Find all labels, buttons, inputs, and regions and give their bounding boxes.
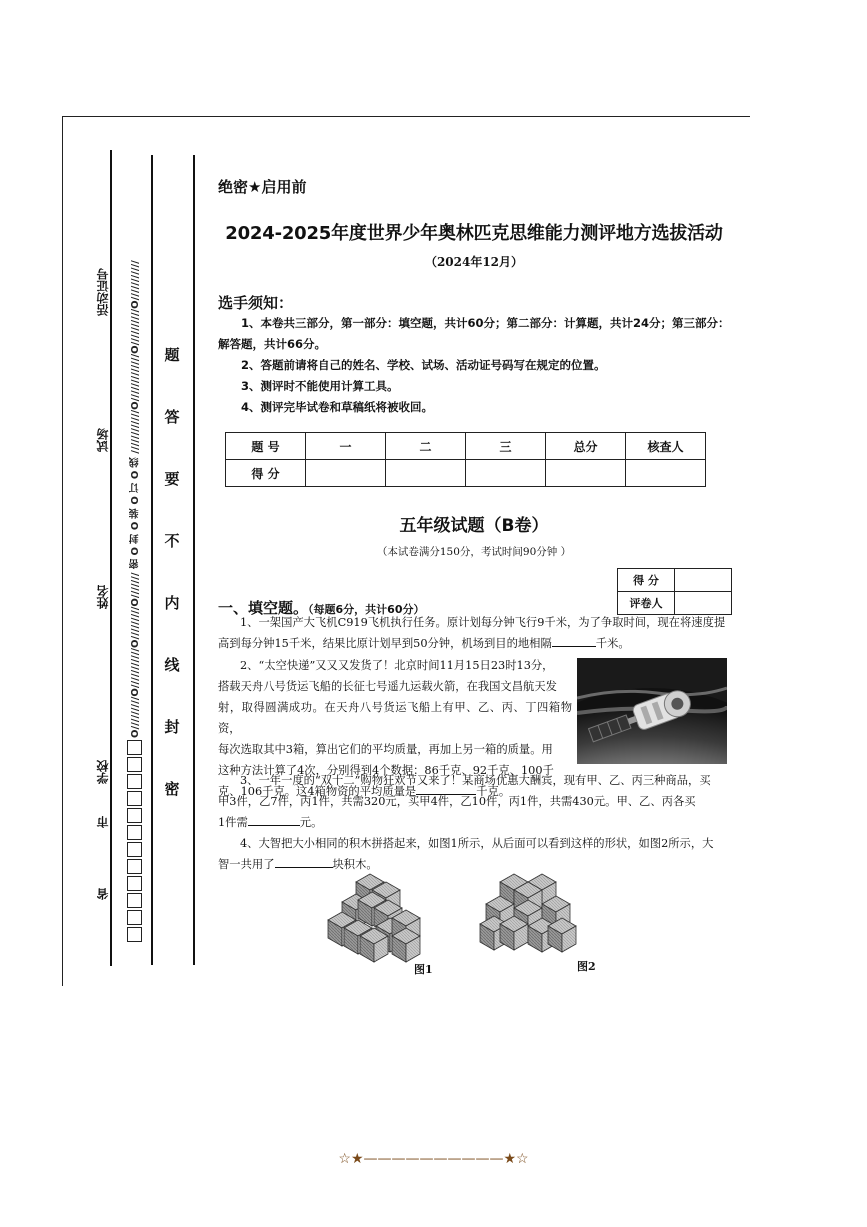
seal-char: 答 bbox=[164, 407, 180, 426]
question-1-line: 高到每分钟15千米，结果比原计划早到50分钟，机场到目的地相隔 bbox=[218, 637, 552, 650]
binding-seal-text bbox=[160, 323, 184, 819]
score-table-header: 核查人 bbox=[626, 433, 706, 460]
exam-date: （2024年12月） bbox=[424, 255, 524, 269]
question-3-line: 1件需 bbox=[218, 816, 248, 829]
confidential-mark: 绝密★启用前 bbox=[218, 178, 307, 196]
seal-char: 线 bbox=[164, 655, 180, 674]
space-station-image bbox=[577, 658, 727, 764]
binding-dash-line: O/////////O///////////O/////////O/////// 密 O 封 O 装 O 订 O 线 ////////////O/////////////O//////////O/////////// bbox=[130, 260, 141, 738]
answer-blank[interactable] bbox=[248, 825, 300, 826]
question-4-line: 4、大智把大小相同的积木拼搭起来，如图1所示，从后面可以看到这样的形状，如图2所示，大 bbox=[240, 837, 714, 850]
answer-blank[interactable] bbox=[552, 646, 596, 647]
full-marks-note: （本试卷满分150分，考试时间90分钟 ） bbox=[376, 546, 572, 558]
question-2-line: 射，取得圆满成功。在天舟八号货运飞船上有甲、乙、丙、丁四箱物资， bbox=[218, 701, 572, 735]
notice-item: 解答题，共计66分。 bbox=[218, 337, 327, 351]
score-cell[interactable] bbox=[306, 460, 386, 487]
notice-item: 4、测评完毕试卷和草稿纸将被收回。 bbox=[241, 400, 433, 414]
section-reviewer-label: 评卷人 bbox=[618, 592, 675, 615]
binding-room-label: 试场 bbox=[96, 428, 110, 452]
page-footer-ornament: ☆★——————————★☆ bbox=[338, 1151, 529, 1167]
score-cell[interactable] bbox=[626, 460, 706, 487]
score-cell[interactable] bbox=[466, 460, 546, 487]
figure-1-cubes bbox=[326, 872, 430, 968]
score-row-label: 得 分 bbox=[226, 460, 306, 487]
unit-text: 千克。 bbox=[476, 785, 511, 798]
score-table-header: 一 bbox=[306, 433, 386, 460]
seal-char: 题 bbox=[164, 345, 180, 364]
question-2-line: 搭载天舟八号货运飞船的长征七号遥九运载火箭，在我国文昌航天发 bbox=[218, 680, 557, 693]
grade-title: 五年级试题（B卷） bbox=[399, 516, 549, 536]
unit-text: 块积木。 bbox=[332, 858, 378, 871]
question-3-line: 3、一年一度的“双十二”购物狂欢节又来了！某商场优惠大酬宾，现有甲、乙、丙三种商品，买 bbox=[240, 774, 711, 787]
score-cell[interactable] bbox=[546, 460, 626, 487]
notice-item: 2、答题前请将自己的姓名、学校、试场、活动证号码写在规定的位置。 bbox=[241, 358, 606, 372]
question-2-line: 克、106千克。这4箱物资的平均质量是 bbox=[218, 785, 417, 798]
binding-seal-line-left bbox=[151, 155, 153, 965]
question-2-line: 2、“太空快递”又又又发货了！北京时间11月15日23时13分， bbox=[240, 659, 554, 672]
question-2-line: 这种方法计算了4次，分别得到4个数据：86千克、92千克、100千 bbox=[218, 764, 554, 777]
exam-header bbox=[218, 176, 730, 559]
seal-char: 不 bbox=[164, 531, 180, 550]
seal-char: 密 bbox=[164, 779, 180, 798]
notice-item: 1、本卷共三部分，第一部分：填空题，共计60分；第二部分：计算题，共计24分；第三部分： bbox=[241, 316, 730, 330]
question-3 bbox=[218, 770, 730, 833]
page-frame-left bbox=[62, 116, 63, 986]
score-table-header: 题 号 bbox=[226, 433, 306, 460]
binding-city-label: 市 bbox=[96, 816, 110, 828]
score-cell[interactable] bbox=[386, 460, 466, 487]
binding-province-label: 省 bbox=[96, 888, 110, 900]
binding-answer-boxes bbox=[127, 740, 142, 944]
score-table-header: 三 bbox=[466, 433, 546, 460]
binding-seal-line-right bbox=[193, 155, 195, 965]
seal-char: 内 bbox=[164, 593, 180, 612]
section-title: 一、填空题。 bbox=[218, 599, 309, 617]
page-frame-top bbox=[62, 116, 750, 117]
question-2-line: 每次选取其中3箱，算出它们的平均质量，再加上另一箱的质量。用 bbox=[218, 743, 553, 756]
binding-answer-line bbox=[110, 150, 112, 966]
score-table bbox=[225, 432, 706, 487]
figure-1-caption: 图1 bbox=[414, 963, 433, 976]
question-1 bbox=[218, 612, 730, 654]
binding-school-label: 学校 bbox=[96, 760, 110, 784]
answer-blank[interactable] bbox=[275, 867, 333, 868]
section-score-label: 得 分 bbox=[618, 569, 675, 592]
score-table-header: 总分 bbox=[546, 433, 626, 460]
question-4-line: 智一共用了 bbox=[218, 858, 275, 871]
question-1-line: 1、一架国产大飞机C919飞机执行任务。原计划每分钟飞行9千米，为了争取时间，现在将速度提 bbox=[240, 616, 726, 629]
seal-char: 要 bbox=[164, 469, 180, 488]
notice-heading: 选手须知： bbox=[218, 294, 294, 312]
notice-item: 3、测评时不能使用计算工具。 bbox=[241, 379, 399, 393]
unit-text: 元。 bbox=[299, 816, 323, 829]
figure-2-caption: 图2 bbox=[577, 960, 596, 973]
question-3-line: 甲3件，乙7件，丙1件，共需320元，买甲4件，乙10件，丙1件，共需430元。甲、乙、丙各买 bbox=[218, 795, 696, 808]
section-score-cell[interactable] bbox=[675, 569, 732, 592]
binding-name-label: 姓名 bbox=[96, 585, 110, 609]
notice-list bbox=[218, 313, 730, 418]
question-4 bbox=[218, 833, 730, 875]
section-note: （每题6分，共计60分） bbox=[308, 603, 425, 616]
unit-text: 千米。 bbox=[595, 637, 630, 650]
seal-char: 封 bbox=[164, 717, 180, 736]
figure-2-cubes bbox=[478, 872, 582, 968]
section-grading-table bbox=[617, 568, 732, 615]
exam-title: 2024-2025年度世界少年奥林匹克思维能力测评地方选拔活动 bbox=[225, 223, 723, 244]
score-table-header: 二 bbox=[386, 433, 466, 460]
binding-id-label: 活动证号 bbox=[96, 268, 110, 316]
